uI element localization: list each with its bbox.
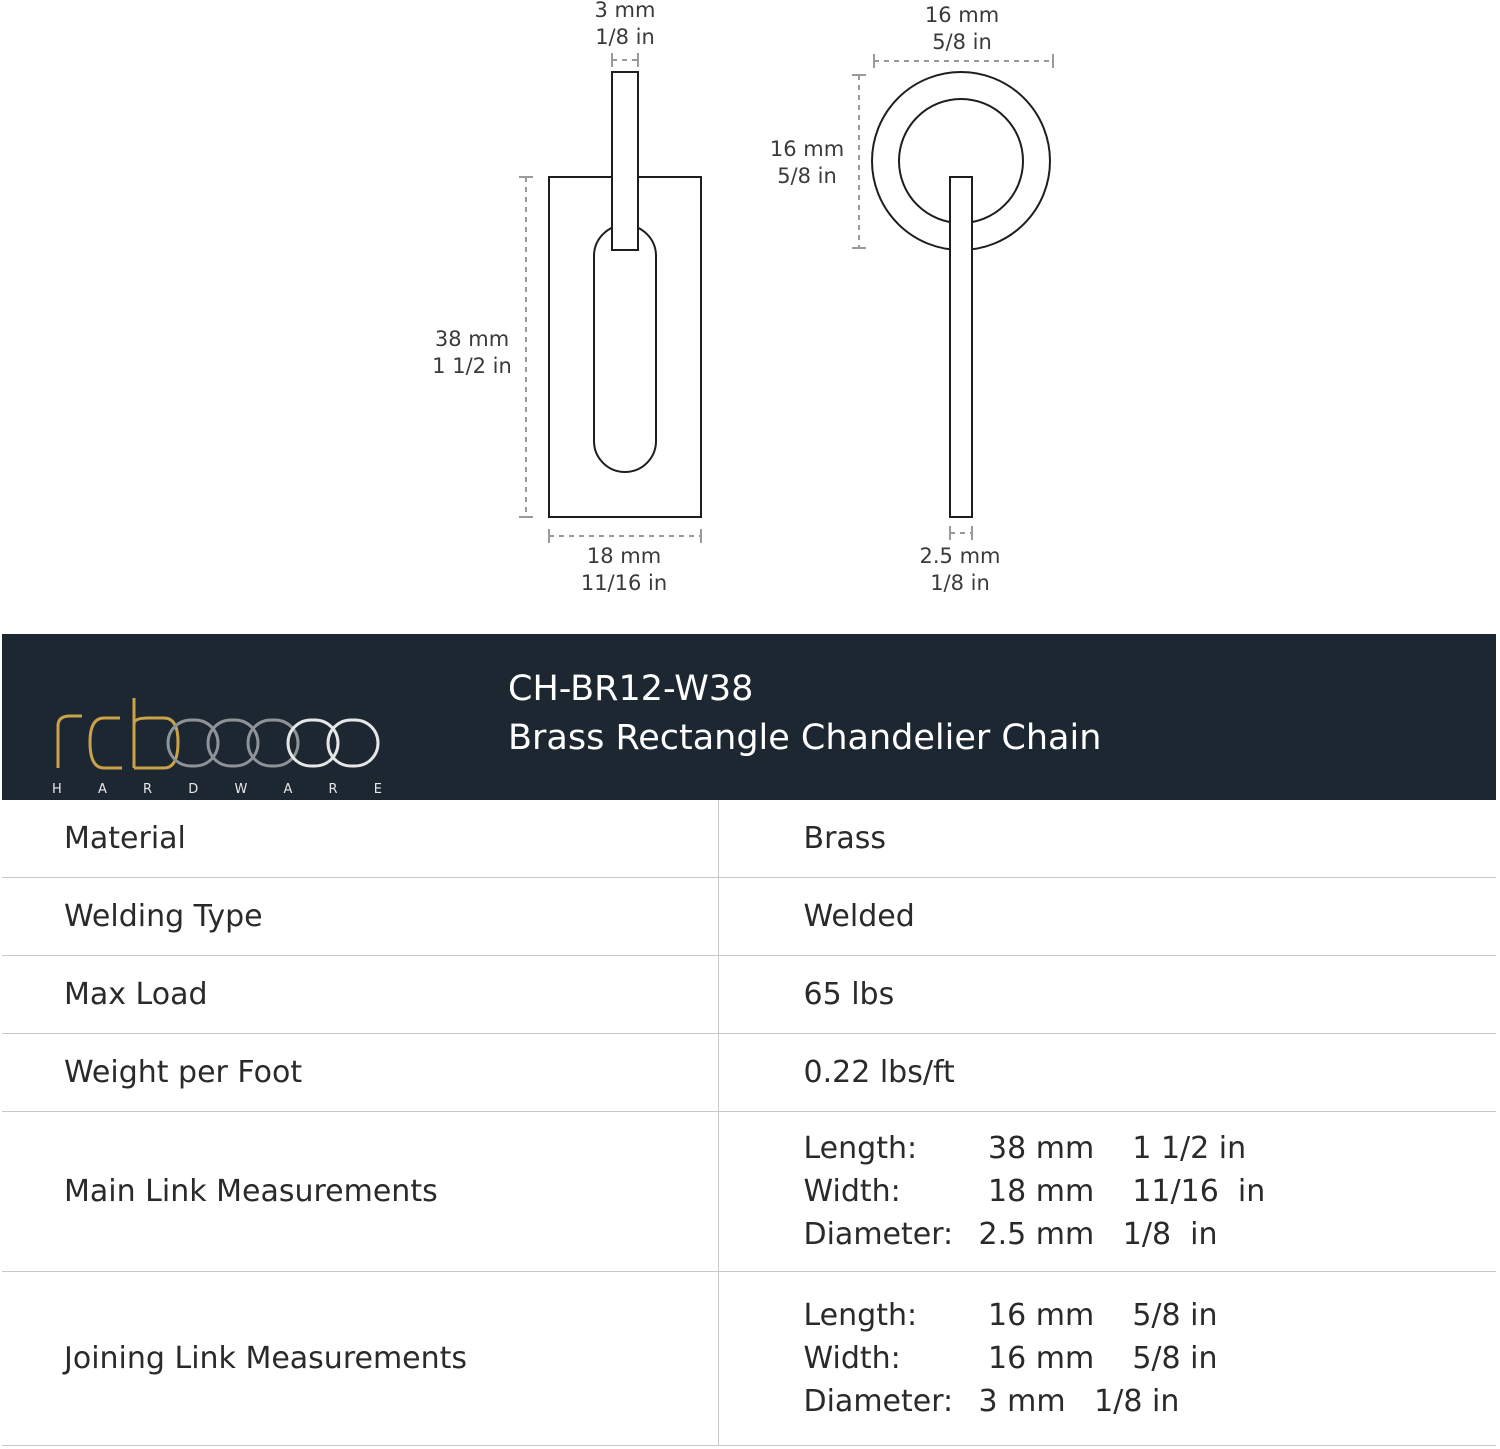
spec-label: Joining Link Measurements: [2, 1271, 718, 1445]
joining-link-width-label: 16 mm 5/8 in: [924, 3, 1000, 54]
product-sku: CH-BR12-W38: [508, 669, 754, 709]
joining-link-height-label: 16 mm 5/8 in: [769, 137, 845, 188]
measure-value: 2.5 mm 1/8 in: [978, 1216, 1218, 1252]
table-row: [2, 955, 1496, 1033]
joining-link-measurements: [718, 1271, 1496, 1445]
measure-key: Width:: [803, 1173, 901, 1209]
measure-value: 16 mm 5/8 in: [978, 1297, 1218, 1333]
main-link-top-width-label: 3 mm 1/8 in: [594, 0, 656, 49]
table-row: [2, 800, 1496, 877]
table-row: [2, 1271, 1496, 1445]
spec-label: Max Load: [2, 955, 718, 1033]
table-row: [2, 877, 1496, 955]
logo-wordmark: H A R D W A R E: [52, 782, 382, 797]
main-link-width-label: 18 mm 11/16 in: [580, 544, 668, 595]
main-link-length-label: 38 mm 1 1/2 in: [432, 327, 512, 378]
spec-value: Welded: [718, 877, 1496, 955]
main-link-measurements: [718, 1111, 1496, 1271]
measure-key: Width:: [803, 1340, 901, 1376]
brand-logo: [52, 664, 392, 797]
table-row: [2, 1111, 1496, 1271]
dimension-diagram: [0, 0, 1500, 630]
spec-value: Brass: [718, 800, 1496, 877]
spec-value: 0.22 lbs/ft: [718, 1033, 1496, 1111]
spec-label: Material: [2, 800, 718, 877]
measure-key: Diameter:: [803, 1216, 954, 1252]
measure-value: 16 mm 5/8 in: [978, 1340, 1218, 1376]
measure-value: 3 mm 1/8 in: [978, 1383, 1180, 1419]
spec-table: [2, 800, 1496, 1446]
spec-label: Weight per Foot: [2, 1033, 718, 1111]
main-link-drawing: [549, 72, 701, 517]
table-row: [2, 1033, 1496, 1111]
product-header: [2, 634, 1496, 800]
joining-link-diameter-label: 2.5 mm 1/8 in: [919, 544, 1001, 595]
spec-label: Main Link Measurements: [2, 1111, 718, 1271]
measure-key: Length:: [803, 1130, 918, 1166]
spec-label: Welding Type: [2, 877, 718, 955]
spec-value: 65 lbs: [718, 955, 1496, 1033]
measure-value: 18 mm 11/16 in: [978, 1173, 1266, 1209]
measure-key: Length:: [803, 1297, 918, 1333]
measure-value: 38 mm 1 1/2 in: [978, 1130, 1247, 1166]
chain-logo-icon: [52, 664, 392, 774]
measure-key: Diameter:: [803, 1383, 954, 1419]
product-name: Brass Rectangle Chandelier Chain: [508, 718, 1102, 758]
joining-link-drawing: [872, 72, 1050, 517]
